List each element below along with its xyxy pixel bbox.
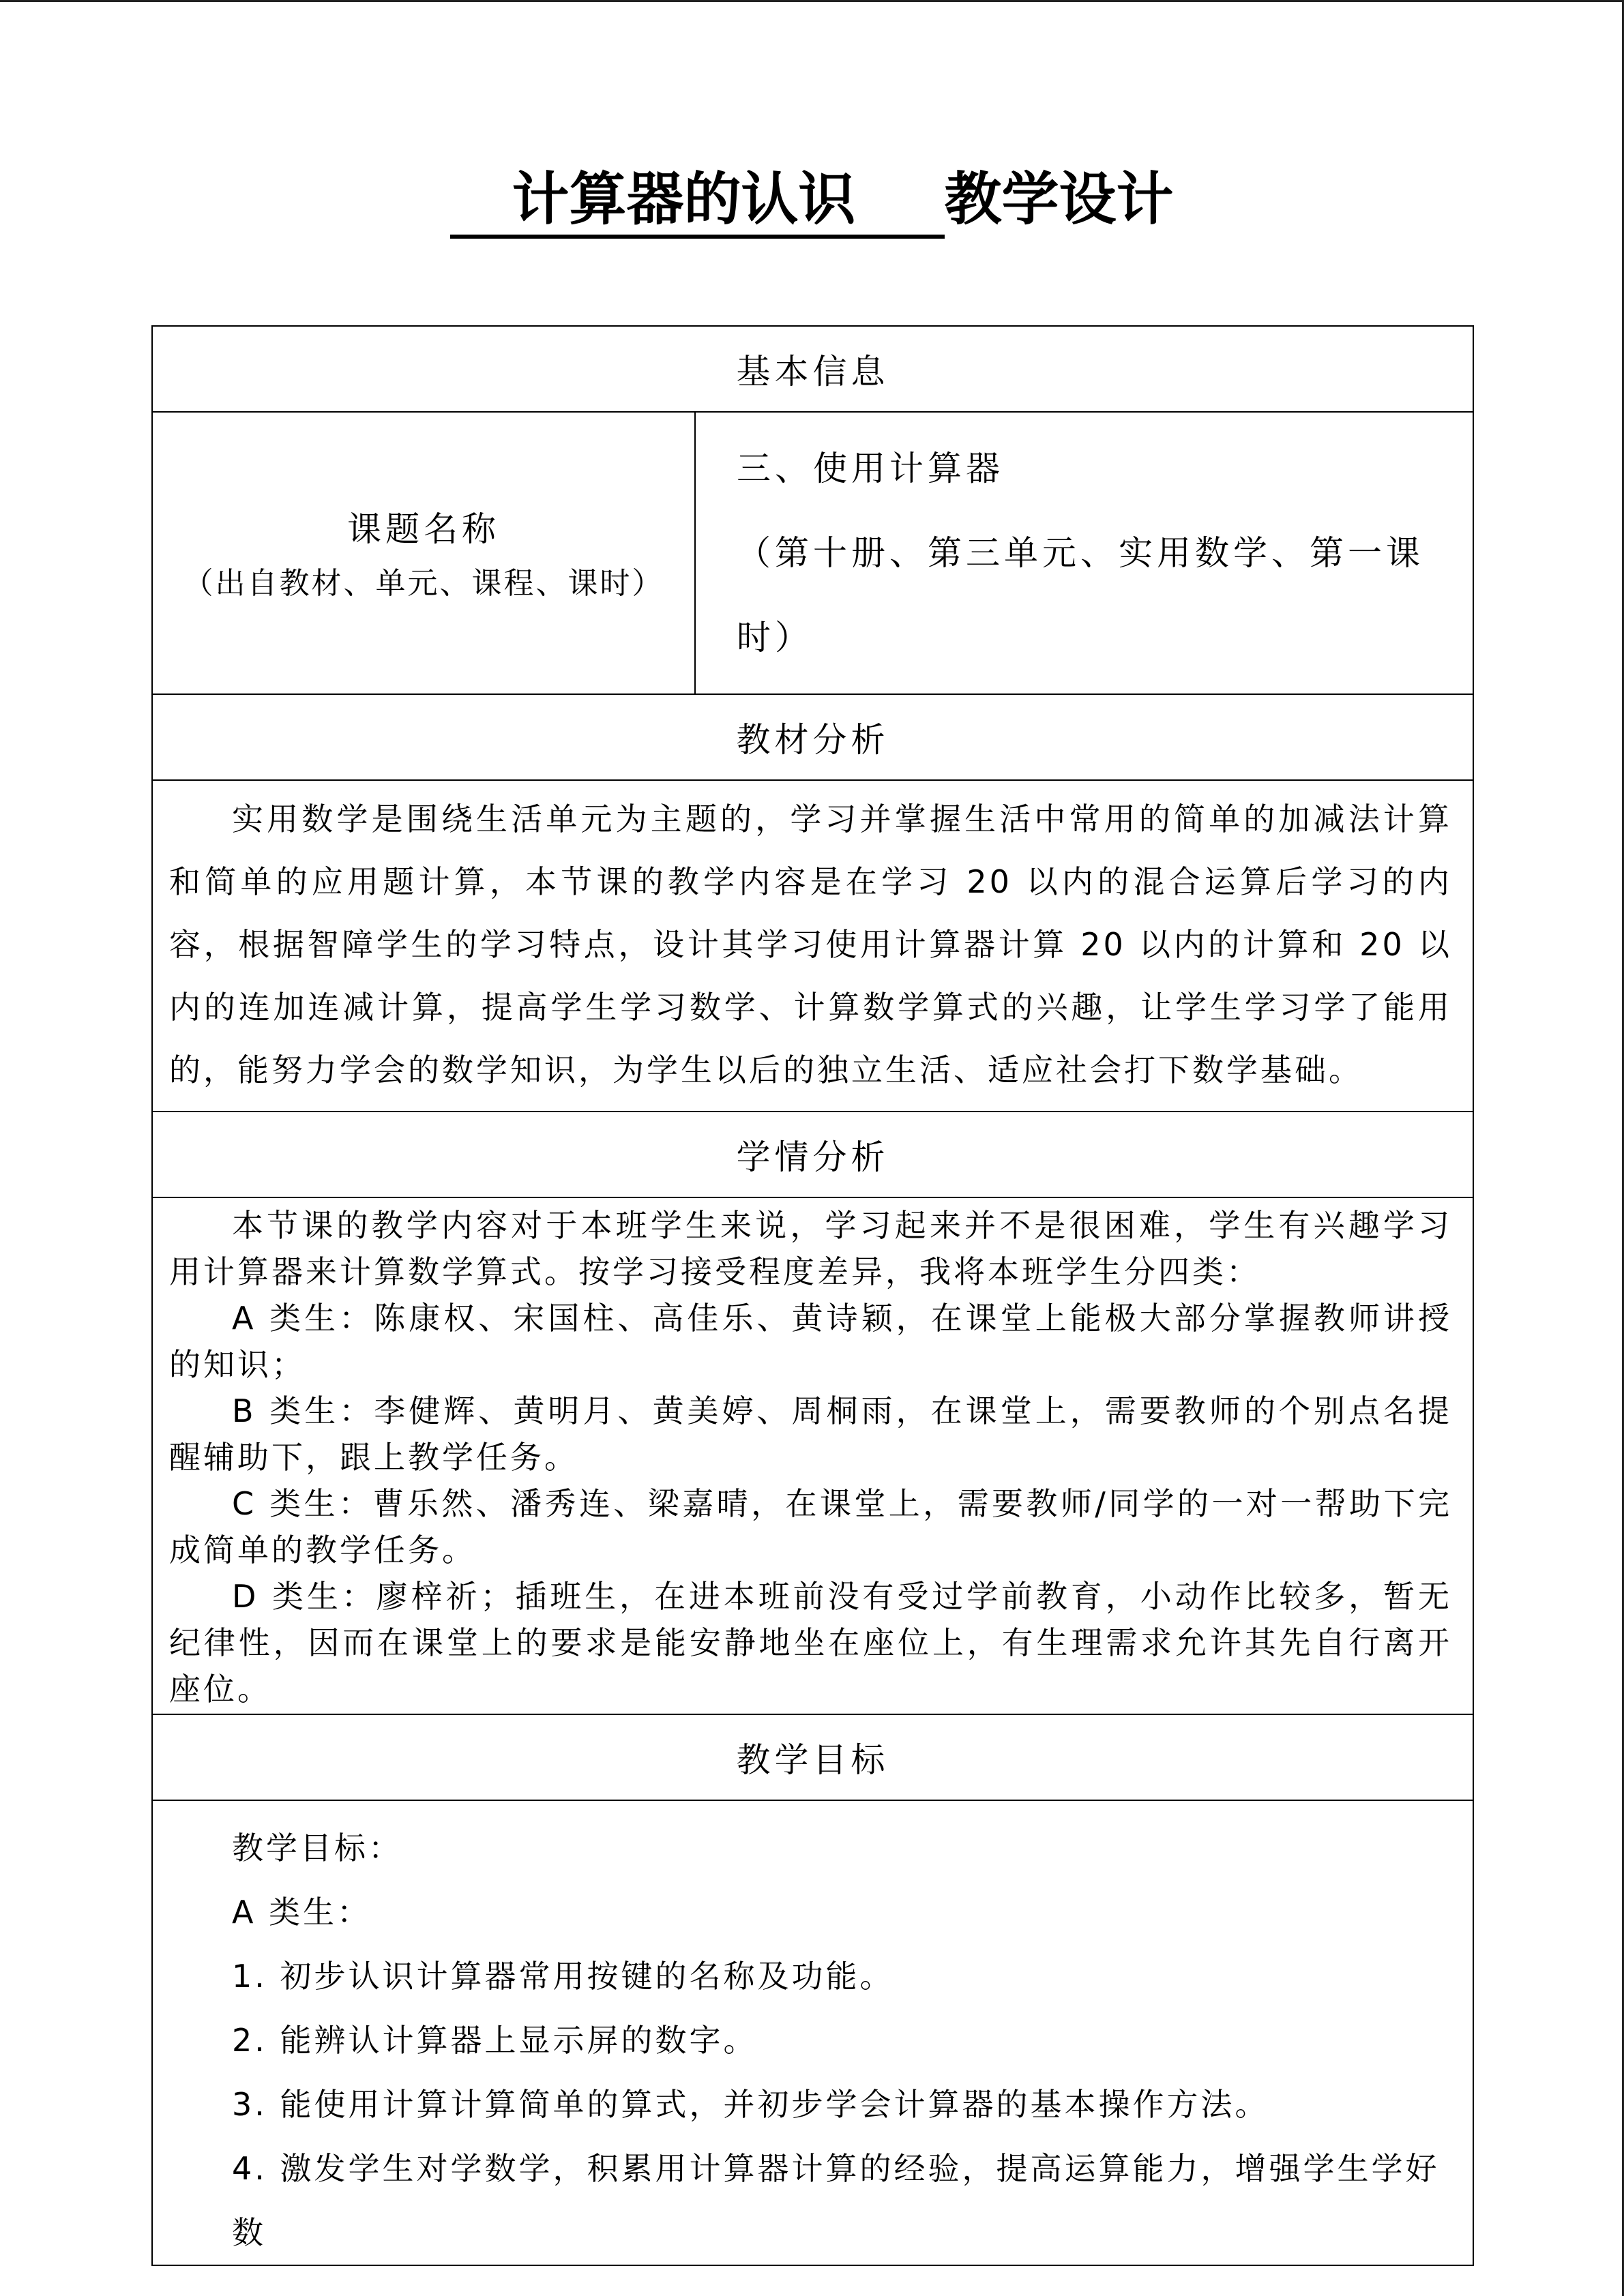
teaching-goals-heading: 教学目标 xyxy=(152,1714,1473,1800)
student-analysis-heading-row xyxy=(152,1112,1473,1197)
basic-info-heading: 基本信息 xyxy=(152,326,1473,412)
teaching-goal-item: 3. 能使用计算计算简单的算式，并初步学会计算器的基本操作方法。 xyxy=(232,2086,1269,2123)
document-title xyxy=(0,158,1624,240)
topic-value-line2: （第十册、第三单元、实用数学、第一课时） xyxy=(737,533,1424,657)
teaching-goal-item: 1. 初步认识计算器常用按键的名称及功能。 xyxy=(232,1958,894,1995)
student-analysis-intro: 本节课的教学内容对于本班学生来说，学习起来并不是很困难，学生有兴趣学习用计算器来计算数学算式。按学习接受程度差异，我将本班学生分四类： xyxy=(169,1207,1452,1290)
title-suffix: 教学设计 xyxy=(944,166,1174,233)
student-group-d: D 类生：廖梓祈；插班生，在进本班前没有受过学前教育，小动作比较多，暂无纪律性，因而在课堂上的要求是能安静地坐在座位上，有生理需求允许其先自行离开座位。 xyxy=(169,1578,1452,1708)
teaching-goals-group-label: A 类生： xyxy=(232,1894,372,1930)
teaching-goals-body xyxy=(152,1800,1473,2265)
topic-value-cell xyxy=(695,412,1473,694)
topic-value-line1: 三、使用计算器 xyxy=(737,449,1004,488)
student-group-b: B 类生：李健辉、黄明月、黄美婷、周桐雨，在课堂上，需要教师的个别点名提醒辅助下，跟上教学任务。 xyxy=(169,1392,1452,1476)
material-analysis-body xyxy=(152,780,1473,1112)
topic-label-note: （出自教材、单元、课程、课时） xyxy=(183,566,664,601)
material-analysis-heading: 教材分析 xyxy=(152,694,1473,780)
student-group-c: C 类生：曹乐然、潘秀连、梁嘉晴，在课堂上，需要教师/同学的一对一帮助下完成简单的教学任务。 xyxy=(169,1485,1452,1568)
teaching-goals-heading-row xyxy=(152,1714,1473,1800)
student-analysis-body-row xyxy=(152,1197,1473,1714)
basic-info-row xyxy=(152,326,1473,412)
lesson-plan-table xyxy=(151,325,1474,2266)
topic-row xyxy=(152,412,1473,694)
student-analysis-heading: 学情分析 xyxy=(152,1112,1473,1197)
topic-label-cell xyxy=(152,412,695,694)
topic-label: 课题名称 xyxy=(347,509,500,549)
page-border-top xyxy=(0,0,1624,2)
student-group-a: A 类生：陈康权、宋国柱、高佳乐、黄诗颖，在课堂上能极大部分掌握教师讲授的知识； xyxy=(169,1300,1452,1383)
material-analysis-heading-row xyxy=(152,694,1473,780)
teaching-goals-body-row xyxy=(152,1800,1473,2265)
teaching-goal-item: 4. 激发学生对学数学，积累用计算器计算的经验，提高运算能力，增强学生学好数 xyxy=(232,2150,1440,2251)
title-topic: 计算器的认识 xyxy=(450,164,944,239)
teaching-goal-item: 2. 能辨认计算器上显示屏的数字。 xyxy=(232,2022,758,2059)
material-analysis-body-row xyxy=(152,780,1473,1112)
teaching-goals-label: 教学目标： xyxy=(232,1830,402,1866)
material-analysis-text: 实用数学是围绕生活单元为主题的，学习并掌握生活中常用的简单的加减法计算和简单的应用题计算，本节课的教学内容是在学习 20 以内的混合运算后学习的内容，根据智障学生的学习特点，设计其学习使用计算器计算 20 以内的计算和 20 以内的连加连减计算，提高学生学习数学、计算数学算式的兴趣，让学生学习学了能用的，能努力学会的数学知识，为学生以后的独立生活、适应社会打下数学基础。 xyxy=(169,801,1452,1088)
student-analysis-body xyxy=(152,1197,1473,1714)
